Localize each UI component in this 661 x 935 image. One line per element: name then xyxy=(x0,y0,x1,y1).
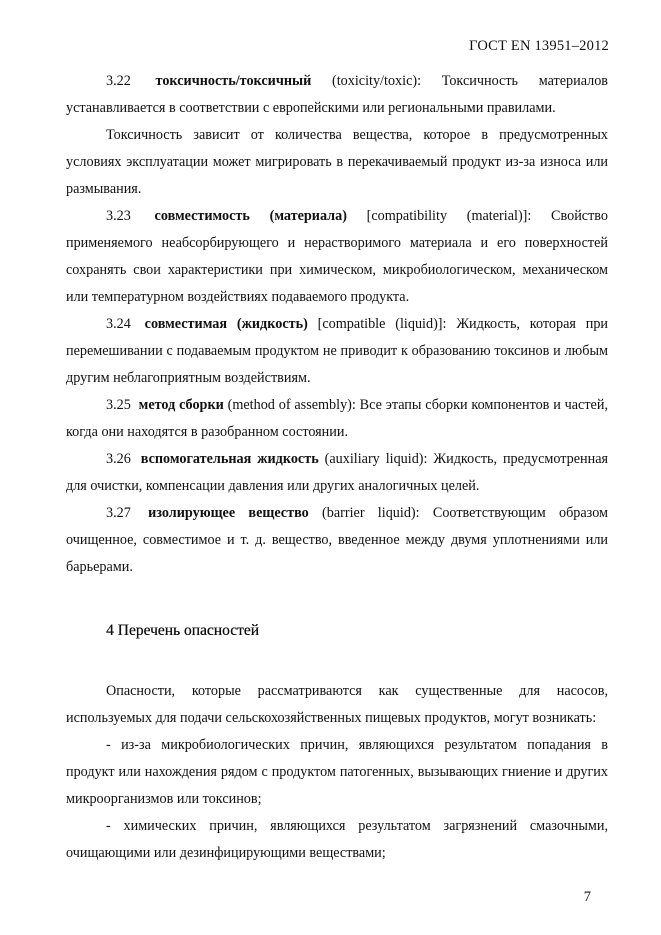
definition-english: (auxiliary liquid): xyxy=(324,451,428,467)
document-body xyxy=(66,68,608,867)
definition-text: Токсичность материалов устанавливается в соответствии с европейскими или региональными правилами. xyxy=(66,73,608,116)
definition-english: (barrier liquid): xyxy=(322,505,420,521)
definition-3-25 xyxy=(66,392,608,446)
definition-3-22-note: Токсичность зависит от количества вещества, которое в предусмотренных условиях эксплуатации может мигрировать в перекачиваемый продукт из-за износа или размывания. xyxy=(66,127,608,197)
definition-number: 3.24 xyxy=(106,316,131,332)
definition-term: вспомогательная жидкость xyxy=(140,451,319,467)
definition-english: [compatible (liquid)]: xyxy=(317,316,447,332)
definition-number: 3.27 xyxy=(106,505,131,521)
section-title: 4 Перечень опасностей xyxy=(106,622,259,639)
definition-english: [compatibility (material)]: xyxy=(366,208,532,224)
definition-text: Жидкость, которая при перемешивании с подаваемым продуктом не приводит к образованию токсинов и любым другим неблагоприятным воздействиям. xyxy=(66,316,609,386)
hazard-list-item: - химических причин, являющихся результатом загрязнений смазочными, очищающими или дезинфицирующими веществами; xyxy=(66,818,608,861)
definition-term: совместимость (материала) xyxy=(154,208,347,224)
definition-3-27 xyxy=(66,500,608,581)
definition-text: Жидкость, предусмотренная для очистки, компенсации давления или других аналогичных целей. xyxy=(66,451,609,494)
definition-term: совместимая (жидкость) xyxy=(144,316,308,332)
definition-number: 3.22 xyxy=(106,73,131,89)
definition-3-26 xyxy=(66,446,608,500)
definition-english: (toxicity/toxic): xyxy=(331,73,422,89)
standard-header: ГОСТ EN 13951–2012 xyxy=(469,38,609,54)
definition-text: Свойство применяемого неабсорбирующего и нерастворимого материала и его поверхностей сохранять свои характеристики при химическом, микробиологическом, механическом или температурном воздействиях подаваемого продукта. xyxy=(66,208,608,305)
definition-text: Соответствующим образом очищенное, совместимое и т. д. вещество, введенное между двумя уплотнениями или барьерами. xyxy=(66,505,608,575)
definition-number: 3.23 xyxy=(106,208,131,224)
page-number: 7 xyxy=(583,889,591,905)
definition-term: изолирующее вещество xyxy=(148,505,309,521)
definition-3-22 xyxy=(66,68,608,122)
definition-term: метод сборки xyxy=(138,397,224,413)
definition-number: 3.26 xyxy=(106,451,131,467)
definition-number: 3.25 xyxy=(106,397,131,413)
definition-english: (method of assembly): xyxy=(227,397,356,413)
hazard-list-item: - из-за микробиологических причин, являющихся результатом попадания в продукт или нахождения рядом с продуктом патогенных, вызывающих гниение и других микроорганизмов или токсинов; xyxy=(66,737,608,807)
definition-term: токсичность/токсичный xyxy=(155,73,312,89)
definition-3-23 xyxy=(66,203,608,311)
section-intro: Опасности, которые рассматриваются как существенные для насосов, используемых для подачи сельскохозяйственных пищевых продуктов, могут возникать: xyxy=(66,683,608,726)
definition-3-24 xyxy=(66,311,608,392)
definition-text: Все этапы сборки компонентов и частей, когда они находятся в разобранном состоянии. xyxy=(66,397,608,440)
